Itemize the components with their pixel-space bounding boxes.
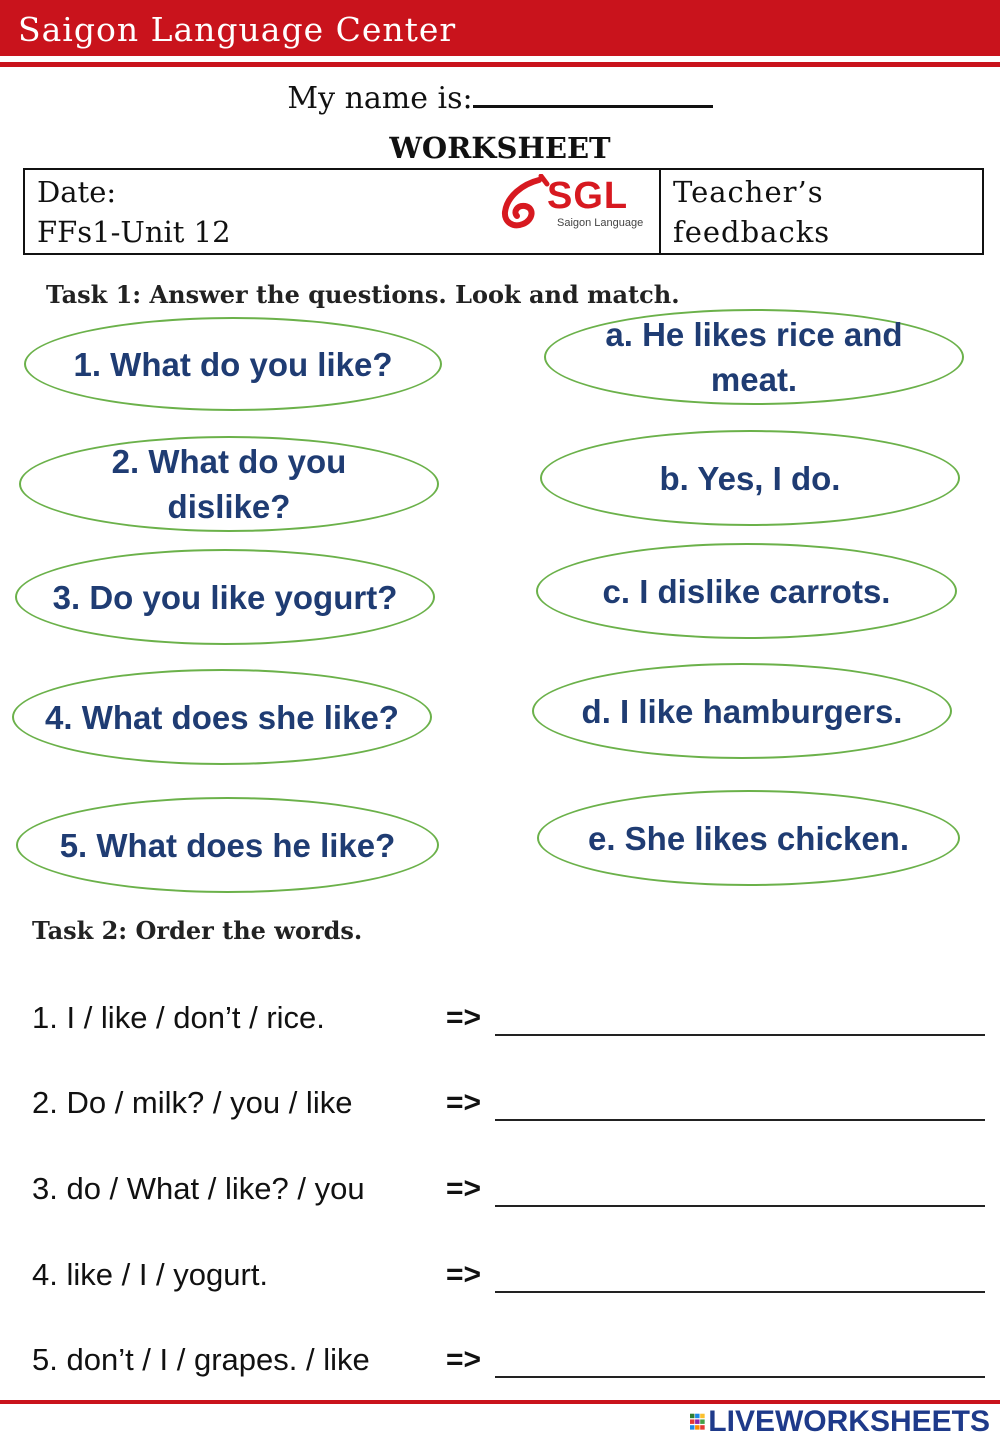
answer-pill[interactable] — [536, 543, 957, 639]
answer-text: d. I like hamburgers. — [581, 692, 903, 730]
order-item — [32, 1253, 984, 1297]
answer-blank[interactable] — [495, 1119, 985, 1121]
answer-pill[interactable] — [540, 430, 960, 526]
arrow-label: => — [446, 1086, 482, 1119]
arrow-label: => — [446, 1258, 482, 1291]
date-label: Date: — [37, 175, 117, 209]
feedback-label-line2: feedbacks — [673, 215, 831, 249]
sgl-swirl-icon — [495, 174, 551, 234]
logo-subtext: Saigon Language — [557, 217, 644, 229]
liveworksheets-logo — [690, 1404, 990, 1440]
order-prompt: 4. like / I / yogurt. — [32, 1257, 269, 1292]
order-item — [32, 996, 984, 1040]
arrow-label: => — [446, 1172, 482, 1205]
arrow-label: => — [446, 1343, 482, 1376]
brand-name: Saigon Language Center — [18, 10, 457, 49]
answer-text: a. He likes rice and meat. — [605, 316, 903, 398]
sgl-logo — [495, 174, 655, 234]
order-item — [32, 1167, 984, 1211]
logo-text: SGL — [547, 175, 629, 217]
question-text: 2. What do you dislike? — [111, 443, 347, 525]
order-item — [32, 1081, 984, 1125]
answer-blank[interactable] — [495, 1376, 985, 1378]
question-pill[interactable] — [15, 549, 435, 645]
header-bar — [0, 0, 1000, 56]
question-text: 4. What does she like? — [45, 698, 399, 736]
question-text: 3. Do you like yogurt? — [52, 578, 398, 616]
question-pill[interactable] — [16, 797, 439, 893]
order-prompt: 5. don’t / I / grapes. / like — [32, 1342, 370, 1377]
liveworksheets-grid-icon — [690, 1409, 705, 1435]
order-prompt: 3. do / What / like? / you — [32, 1171, 365, 1206]
order-prompt: 2. Do / milk? / you / like — [32, 1085, 353, 1120]
question-pill[interactable] — [12, 669, 432, 765]
answer-text: e. She likes chicken. — [587, 819, 909, 857]
answer-text: b. Yes, I do. — [659, 459, 841, 497]
order-prompt: 1. I / like / don’t / rice. — [32, 1000, 325, 1035]
header-divider — [0, 62, 1000, 67]
name-prompt: My name is: — [287, 81, 473, 116]
answer-pill[interactable] — [544, 309, 964, 405]
unit-label: FFs1-Unit 12 — [37, 215, 231, 249]
answer-pill[interactable] — [537, 790, 960, 886]
answer-text: c. I dislike carrots. — [602, 572, 891, 610]
info-left-cell — [25, 170, 661, 253]
question-pill[interactable] — [24, 317, 442, 411]
order-item — [32, 1338, 984, 1382]
worksheet-title: WORKSHEET — [389, 131, 611, 165]
question-pill[interactable] — [19, 436, 439, 532]
feedback-label-line1: Teacher’s — [673, 175, 824, 209]
answer-pill[interactable] — [532, 663, 952, 759]
name-blank[interactable] — [473, 78, 713, 108]
arrow-label: => — [446, 1001, 482, 1034]
task2-heading: Task 2: Order the words. — [32, 916, 363, 945]
question-text: 1. What do you like? — [73, 345, 393, 383]
answer-blank[interactable] — [495, 1034, 985, 1036]
answer-blank[interactable] — [495, 1205, 985, 1207]
task1-heading: Task 1: Answer the questions. Look and match. — [46, 280, 680, 309]
info-box — [23, 168, 984, 255]
answer-blank[interactable] — [495, 1291, 985, 1293]
question-text: 5. What does he like? — [59, 826, 396, 864]
watermark-text: LIVEWORKSHEETS — [708, 1405, 990, 1438]
name-row — [0, 78, 1000, 119]
